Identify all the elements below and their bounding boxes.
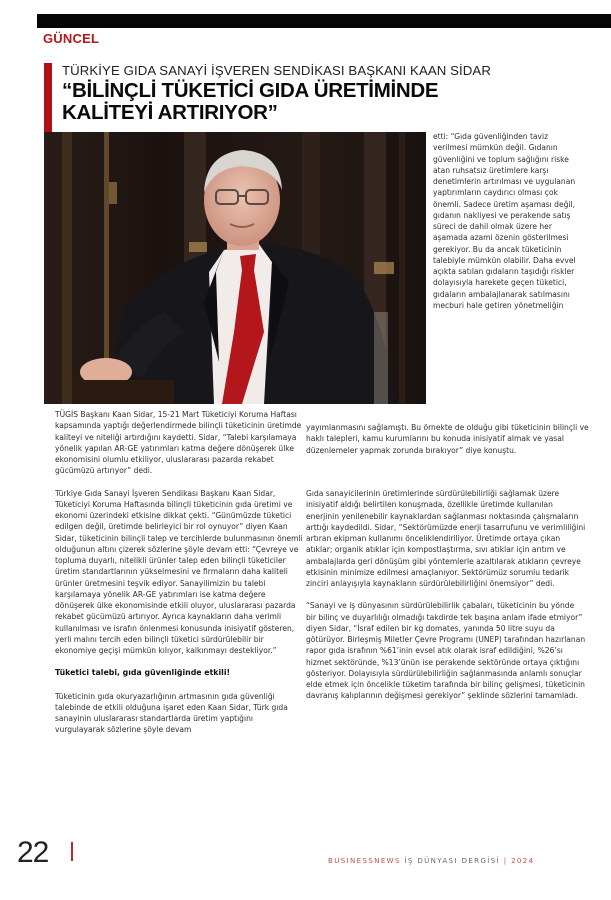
section-label: GÜNCEL <box>43 31 100 46</box>
narrow-column-paragraph: etti: “Gıda güvenliğinden taviz verilmesi mümkün değil. Gıdanın güvenliğini ve toplum sağlığını riske atan ruhsatsız üretimlere karşı denetimlerin artırılması ve uygulanan yaptırımların caydırıcı olması çok önemli. Sadece üretim aşaması değil, gıdanın nakliyesi ve perakende satış süreci de dahil olmak üzere her aşamada azami özenin gösterilmesi gerekiyor. Bu da ancak tüketicinin talebiyle mümkün olabilir. Daha evvel açıkta satılan gıdaların taşıdığı riskler dolayısıyla harekete geçen tüketici, gıdaların ambalajlanarak satılmasını mecburi hale getiren yönetmeliğin <box>433 132 576 310</box>
article-left-column <box>55 409 305 736</box>
left-paragraph-1: TÜGİS Başkanı Kaan Sidar, 15-21 Mart Tüketiciyi Koruma Haftası kapsamında yaptığı değerlendirmede bilinçli tüketicinin üretimde kaliteyi ve niteliği artırdığını kaydetti. Sidar, “Talebi karşılamaya yönelik yapılan AR-GE yatırımları katma değere dönüşerek ülke ekonomisini olumlu etkiliyor, uluslararası pazarda rekabet gücümüzü artırıyor” dedi. <box>55 410 302 476</box>
article-subheading: Tüketici talebi, gıda güvenliğinde etkili! <box>55 668 231 678</box>
page-number: 22 <box>17 836 49 869</box>
article-right-column <box>306 488 586 702</box>
right-paragraph-1: Gıda sanayicilerinin üretimlerinde sürdürülebilirliği sağlamak üzere inisiyatif aldığı belirtilen konuşmada, özellikle üretimde kullanılan enerjinin yenilenebilir kaynaklardan sağlanması noktasında çalışmaların arttığı kaydedildi. Sidar, “Sektörümüzde enerji tasarrufunu ve verimliliğini artıran ekipman kullanımı önceliklendiriliyor. Üretimde ortaya çıkan atıklar; organik atıklar için kompostlaştırma, sıvı atıklar için arıtım ve ambalajlarda geri dönüşüm gibi yöntemlerle azaltılarak atıkların çevreye etkisinin minimize edilmesi amaçlanıyor. Sektörümüz sorumlu tedarik zinciri anlayışıyla kaynakların sürdürülebilirliğini önemsiyor” dedi. <box>306 489 586 588</box>
right-paragraph-2: “Sanayi ve iş dünyasının sürdürülebilirlik çabaları, tüketicinin bu yönde bir bilinç ve duyarlılığı olmadığı takdirde tek başına anlam ifade etmiyor” diyen Sidar, “İsraf edilen bir kg domates, yanında 50 litre suyu da götürüyor. Birleşmiş Miletler Çevre Programı (UNEP) tarafından hazırlanan rapor gıda israfının %61’inin evsel atık olarak israf edildiğini, %26’sı hizmet sektöründe, %13’ünün ise perakende sektöründe ortaya çıktığını gösteriyor. Dolayısıyla sürdürülebilirliğin sağlanmasında anlamlı sonuçlar elde etmek için öncelikle tüketim tarafında bir bilinç gelişmesi, tüketicinin davranış kalıplarının değişmesi gerekiyor” şeklinde sözlerini tamamladı. <box>306 601 586 701</box>
portrait-photo <box>44 132 426 404</box>
header-black-bar <box>37 14 611 28</box>
article-headline <box>62 80 482 124</box>
footer-magazine: İŞ DÜNYASI DERGİSİ <box>400 857 504 865</box>
left-paragraph-2: Türkiye Gıda Sanayi İşveren Sendikası Başkanı Kaan Sidar, Tüketiciyi Koruma Haftasında bilinçli tüketicinin gıda üretimi ve ekonomi üzerindeki etkisine dikkat çekti. “Günümüzde tüketici edilgen değil, üretimde belirleyici bir rol oynuyor” diyen Kaan Sidar, tüketicinin bilinçli talep ve tercihlerde bulunmasının önemli olduğunun altını çizerek sözlerine şöyle devam etti: “Çevreye ve topluma duyarlı, nitelikli ürünler talep eden bilinçli tüketiciler üretim standartlarının yükselmesini ve firmaların daha kaliteli ürünler üretmesini teşvik ediyor. Sanayilimizin bu talebi karşılamaya yönelik AR-GE yatırımları ise katma değere dönüşerek ülke ekonomisinde etkili oluyor, uluslararası pazarda rekabet gücümüzü artırıyor. Ayrıca kaynakların daha verimli kullanılması ve israfın önlenmesi konusunda inisiyatif gösteren, yerli malını tercih eden bilinçli tüketici sürdürülebilir bir ekonomiye geçişi mümkün kılıyor, kalkınmayı destekliyor.” <box>55 488 303 655</box>
article-narrow-column <box>433 131 583 311</box>
narrow-continuation-paragraph: yayımlanmasını sağlamıştı. Bu örnekte de olduğu gibi tüketicinin bilinçli ve haklı talepleri, kamu kurumlarını bu konuda inisiyatif almak ve yasal düzenlemeler yapmak zorunda bırakıyor” diye konuştu. <box>306 423 589 455</box>
portrait-illustration <box>44 132 426 404</box>
article-kicker: TÜRKİYE GIDA SANAYİ İŞVEREN SENDİKASI BAŞKANI KAAN SİDAR <box>62 63 491 78</box>
footer-publication <box>328 857 535 865</box>
left-paragraph-3: Tüketicinin gıda okuryazarlığının artmasının gıda güvenliği talebinde de etkili olduğuna işaret eden Kaan Sidar, Türk gıda sanayinin uluslararası standartlarda üretim yaptığını vurgulayarak sözlerine şöyle devam <box>55 691 288 735</box>
article-narrow-continuation <box>306 422 596 456</box>
footer-brand: BUSINESSNEWS <box>328 857 401 865</box>
headline-line-2: KALİTEYİ ARTIRIYOR” <box>62 101 278 124</box>
footer-separator: | <box>503 857 508 865</box>
footer-year: 2024 <box>507 857 535 865</box>
headline-line-1: “BİLİNÇLİ TÜKETİCİ GIDA ÜRETİMİNDE <box>62 79 439 102</box>
page-number-divider <box>71 842 73 861</box>
